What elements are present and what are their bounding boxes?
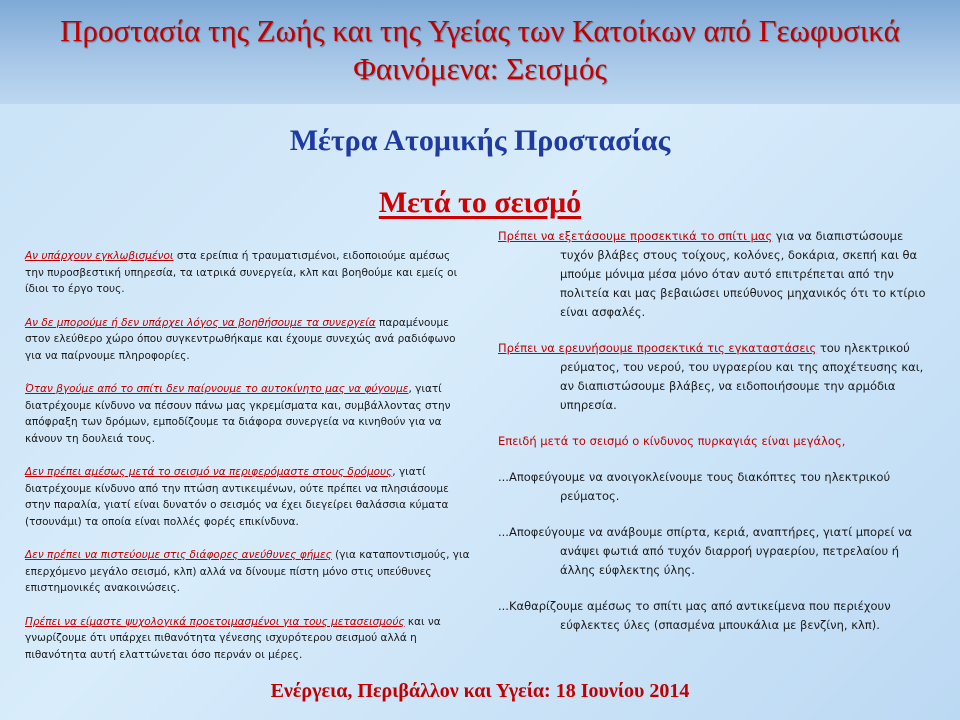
section-title: Μέτρα Ατομικής Προστασίας [289,124,671,157]
right-paragraph-lead: Πρέπει να ερευνήσουμε προσεκτικά τις εγκαταστάσεις [498,341,817,355]
left-paragraph-lead: Αν υπάρχουν εγκλωβισμένοι [25,250,174,262]
left-paragraph-3 [25,381,470,447]
left-column [25,248,470,680]
fire-measure-item: ...Καθαρίζουμε αμέσως το σπίτι μας από αντικείμενα που περιέχουν εύφλεκτες ύλες (σπασμένα μπουκάλια με βενζίνη, κλπ). [498,599,891,632]
left-paragraph-lead: Δεν πρέπει αμέσως μετά το σεισμό να περιφερόμαστε στους δρόμους [25,466,393,478]
page-title: Προστασία της Ζωής και της Υγείας των Κατοίκων από Γεωφυσικά Φαινόμενα: Σεισμός [60,13,900,86]
left-paragraph-1 [25,248,470,298]
left-paragraph-4 [25,464,470,530]
left-paragraph-text: (για καταποντισμούς, για επερχόμενο μεγάλο σεισμό, κλπ) αλλά να δίνουμε πίστη μόνο στις υπεύθυνες επιστημονικές ανακοινώσεις. [25,549,470,594]
left-paragraph-text: και να γνωρίζουμε ότι υπάρχει πιθανότητα γένεσης ισχυρότερου σεισμού αλλά η πιθανότητα αυτή ελαττώνεται όσο περνάν οι μέρες. [25,615,441,661]
left-paragraph-text: , γιατί διατρέχουμε κίνδυνο από την πτώση αντικειμένων, ούτε πρέπει να πλησιάσουμε στην παραλία, γιατί είναι δυνατόν ο σεισμός να έχει διεγείρει θαλάσσια κύματα (τσουνάμι) τα οποία είναι πολλές φορές επικίνδυνα. [25,466,449,528]
right-paragraph-inspect-house [498,227,928,322]
right-paragraph-inspect-installations [498,339,928,415]
left-paragraph-lead: Όταν βγούμε από το σπίτι δεν παίρνουμε το αυτοκίνητο μας να φύγουμε [25,383,409,395]
fire-measure-item: ...Αποφεύγουμε να ανάβουμε σπίρτα, κεριά, αναπτήρες, γιατί μπορεί να ανάψει φωτιά από τυχόν διαρροή υγραερίου, πετρελαίου ή άλλης εύφλεκτης ύλης. [498,525,913,577]
left-paragraph-text: στα ερείπια ή τραυματισμένοι, ειδοποιούμε αμέσως την πυροσβεστική υπηρεσία, τα ιατρικά συνεργεία, κλπ και βοηθούμε και εμείς οι ίδιοι το έργο τους. [25,250,458,295]
left-paragraph-6 [25,614,470,664]
left-paragraph-lead: Δεν πρέπει να πιστεύουμε στις διάφορες ανεύθυνες φήμες [25,549,332,561]
left-paragraph-text: παραμένουμε στον ελεύθερο χώρο όπου συγκεντρωθήκαμε και έχουμε συνεχώς ανά ραδιόφωνο για να παίρνουμε πληροφορίες. [25,316,456,362]
left-paragraph-5 [25,547,470,597]
section-subtitle-text: Μετά το σεισμό [378,186,582,219]
left-paragraph-text: , γιατί διατρέχουμε κίνδυνο να πέσουν πάνω μας γκρεμίσματα και, συμβάλλοντας στην απόφραξη των δρόμων, εμποδίζουμε τα διάφορα συνεργεία να κινηθούν για να κάνουν τη δουλειά τους. [25,383,451,445]
section-subtitle [0,186,960,220]
fire-measure-item: ...Αποφεύγουμε να ανοιγοκλείνουμε τους διακόπτες του ηλεκτρικού ρεύματος. [498,470,891,503]
footer-event-line: Ενέργεια, Περιβάλλον και Υγεία: 18 Ιουνίου 2014 [270,680,690,702]
fire-risk-line: Επειδή μετά το σεισμό ο κίνδυνος πυρκαγιάς είναι μεγάλος, [498,434,846,448]
right-paragraph-text: του ηλεκτρικού ρεύματος, του νερού, του υγραερίου και της αποχέτευσης και, αν διαπιστώσουμε βλάβες, να ειδοποιήσουμε την αρμόδια υπηρεσία. [560,341,924,412]
left-paragraph-2 [25,315,470,365]
right-paragraph-lead: Πρέπει να εξετάσουμε προσεκτικά το σπίτι μας [498,229,773,243]
right-paragraph-text: για να διαπιστώσουμε τυχόν βλάβες στους τοίχους, κολόνες, δοκάρια, σκεπή και θα μπούμε μόνιμα μέσα μόνο όταν αυτό επιτρέπεται από την πολιτεία και μας βεβαιώσει υπεύθυνος μηχανικός ότι το κτίριο είναι ασφαλές. [560,229,926,319]
left-paragraph-lead: Πρέπει να είμαστε ψυχολογικά προετοιμασμένοι για τους μετασεισμούς [25,615,405,628]
left-paragraph-lead: Αν δε μπορούμε ή δεν υπάρχει λόγος να βοηθήσουμε τα συνεργεία [25,316,376,329]
right-column [498,227,928,652]
